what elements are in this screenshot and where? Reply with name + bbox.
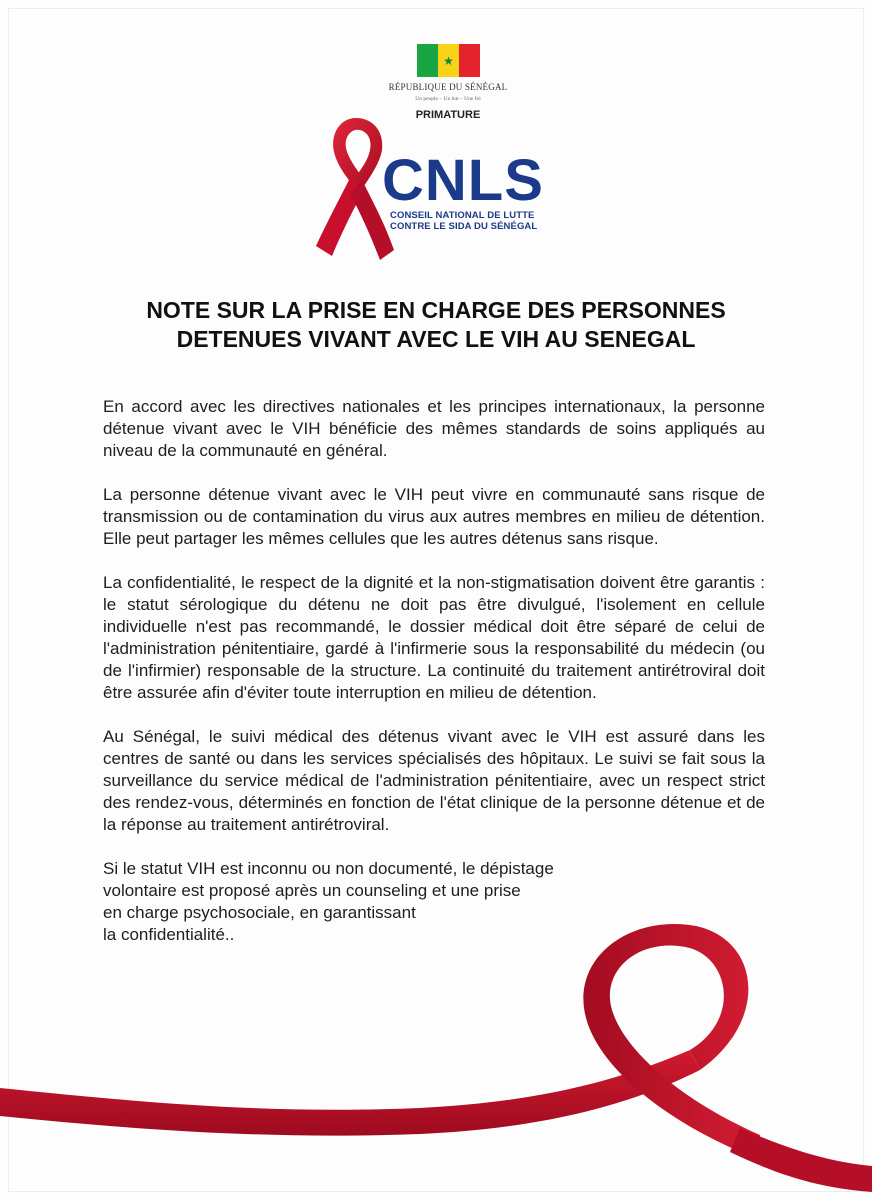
senegal-flag: [417, 44, 480, 77]
cnls-subtitle-line-2: CONTRE LE SIDA DU SÉNÉGAL: [390, 221, 538, 232]
title-line-1: NOTE SUR LA PRISE EN CHARGE DES PERSONNES: [146, 297, 726, 323]
paragraph: La confidentialité, le respect de la dignité et la non-stigmatisation doivent être garantis : le statut sérologique du détenu ne doit pas être divulgué, l'isolement en cellule individuelle n'est pas recommandé, le dossier médical doit être séparé de celui de l'administration pénitentiaire, gardé à l'infirmerie sous la responsabilité du médecin (ou de l'infirmier) responsable de la structure. La continuité du traitement antirétroviral doit être assurée afin d'éviter toute interruption en milieu de détention.: [103, 573, 765, 702]
closing-line: la confidentialité..: [103, 925, 235, 944]
document-title: [40, 296, 832, 354]
cnls-logo-subtitle: [390, 210, 550, 232]
document-body: [103, 396, 765, 968]
flag-green-band: [417, 44, 438, 77]
flag-red-band: [459, 44, 480, 77]
decorative-ribbon-icon: [0, 900, 872, 1200]
paragraph: La personne détenue vivant avec le VIH peut vivre en communauté sans risque de transmission ou de contamination du virus aux autres membres en milieu de détention. Elle peut partager les mêmes cellules que les autres détenus sans risque.: [103, 485, 765, 548]
republic-name: RÉPUBLIQUE DU SÉNÉGAL: [388, 82, 508, 92]
flag-yellow-band: [438, 44, 459, 77]
cnls-subtitle-line-1: CONSEIL NATIONAL DE LUTTE: [390, 210, 535, 221]
closing-line: Si le statut VIH est inconnu ou non documenté, le dépistage: [103, 859, 554, 878]
star-icon: ★: [443, 53, 454, 68]
closing-line: volontaire est proposé après un counseling et une prise: [103, 881, 521, 900]
national-motto: Un peuple – Un but – Une foi: [415, 96, 481, 102]
paragraph: Au Sénégal, le suivi médical des détenus vivant avec le VIH est assuré dans les centres de santé ou dans les services spécialisés des hôpitaux. Le suivi se fait sous la surveillance du service médical de l'administration pénitentiaire, avec un respect strict des rendez-vous, déterminés en fonction de l'état clinique de la personne détenue et de la réponse au traitement antirétroviral.: [103, 727, 765, 834]
closing-line: en charge psychosociale, en garantissant: [103, 903, 416, 922]
cnls-logo-text: CNLS: [382, 148, 544, 213]
title-line-2: DETENUES VIVANT AVEC LE VIH AU SENEGAL: [176, 326, 696, 352]
paragraph: En accord avec les directives nationales et les principes internationaux, la personne détenue vivant avec le VIH bénéficie des mêmes standards de soins appliqués au niveau de la communauté en général.: [103, 397, 765, 460]
primature-label: PRIMATURE: [415, 109, 481, 121]
